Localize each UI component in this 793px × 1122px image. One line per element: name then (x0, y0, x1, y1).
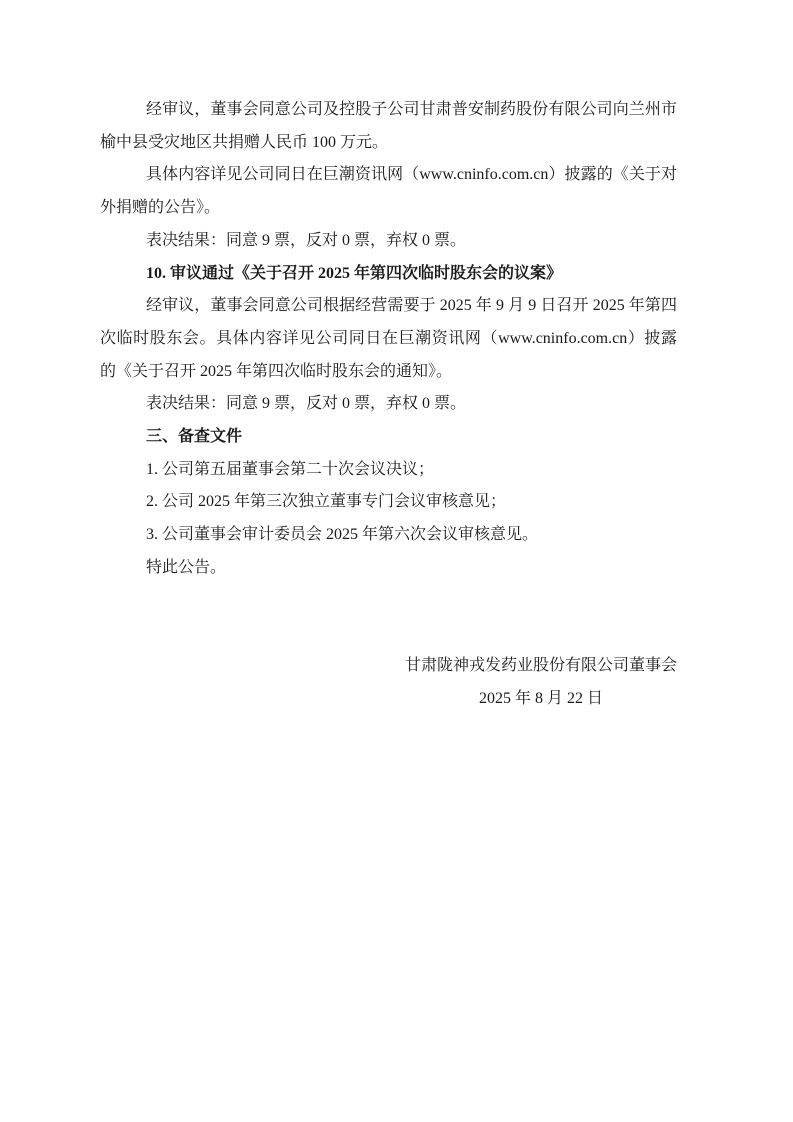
heading-item-10: 10. 审议通过《关于召开 2025 年第四次临时股东会的议案》 (146, 264, 563, 282)
reference-document-item-2: 2. 公司 2025 年第三次独立董事专门会议审核意见； (146, 493, 507, 511)
paragraph-donation-resolution: 经审议，董事会同意公司及控股子公司甘肃普安制药股份有限公司向兰州市榆中县受灾地区共捐赠人民币 100 万元。 (100, 101, 677, 151)
closing-statement: 特此公告。 (146, 558, 227, 576)
heading-reference-documents: 三、备查文件 (146, 428, 243, 446)
signature-block (405, 650, 677, 715)
paragraph-donation-vote-result: 表决结果：同意 9 票，反对 0 票，弃权 0 票。 (146, 231, 467, 249)
reference-document-item-3: 3. 公司董事会审计委员会 2025 年第六次会议审核意见。 (146, 526, 539, 544)
reference-document-item-1: 1. 公司第五届董事会第二十次会议决议； (146, 460, 435, 478)
paragraph-donation-disclosure: 具体内容详见公司同日在巨潮资讯网（www.cninfo.com.cn）披露的《关于对外捐赠的公告》。 (100, 166, 677, 217)
document-body (100, 94, 677, 715)
signature-company-name: 甘肃陇神戎发药业股份有限公司董事会 (404, 656, 677, 674)
paragraph-item-10-resolution: 经审议，董事会同意公司根据经营需要于 2025 年 9 月 9 日召开 2025 年第四次临时股东会。具体内容详见公司同日在巨潮资讯网（www.cninfo.com.cn）披露的《关于召开 2025 年第四次临时股东会的通知》。 (100, 297, 677, 380)
signature-date: 2025 年 8 月 22 日 (478, 689, 603, 707)
paragraph-item-10-vote-result: 表决结果：同意 9 票，反对 0 票，弃权 0 票。 (146, 395, 467, 413)
